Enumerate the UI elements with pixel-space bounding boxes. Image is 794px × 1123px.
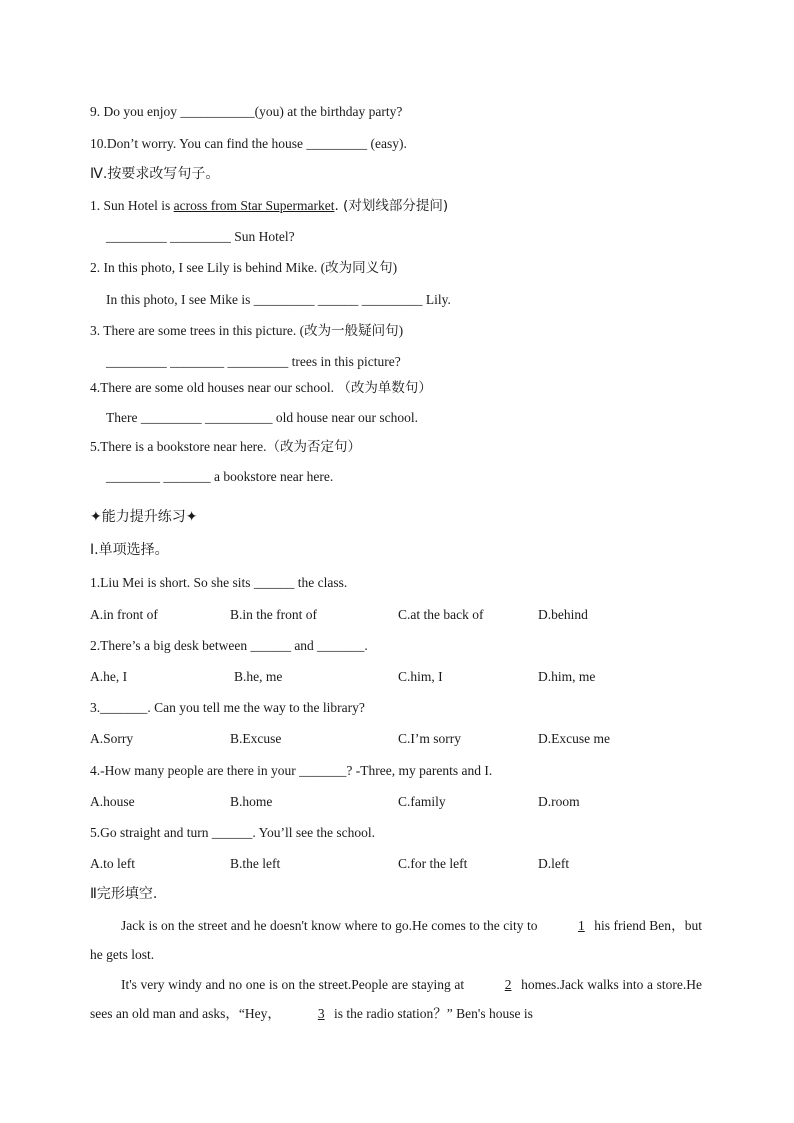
- ability-section-heading: ✦能力提升练习✦: [90, 509, 198, 525]
- choice-3-option-b: B.Excuse: [230, 731, 282, 746]
- rewrite-question-2: 2. In this photo, I see Lily is behind Mike. (改为同义句): [90, 260, 398, 275]
- choice-2-option-b: B.he, me: [234, 669, 283, 684]
- choice-3-option-d: D.Excuse me: [538, 731, 610, 746]
- instruction: . (对划线部分提问): [334, 198, 449, 214]
- choice-1-option-c: C.at the back of: [398, 607, 484, 622]
- underlined-phrase: across from Star Supermarket: [173, 198, 335, 213]
- rewrite-answer-4: There _________ __________ old house near our school.: [106, 410, 418, 425]
- rewrite-answer-2: In this photo, I see Mike is _________ ______ _________ Lily.: [106, 292, 451, 307]
- rewrite-answer-1: _________ _________ Sun Hotel?: [106, 229, 295, 244]
- choice-question-1: 1.Liu Mei is short. So she sits ______ the class.: [90, 575, 348, 590]
- choice-question-3: 3._______. Can you tell me the way to the library?: [90, 700, 365, 715]
- choice-question-2: 2.There’s a big desk between ______ and _______.: [90, 638, 368, 653]
- rewrite-answer-5: ________ _______ a bookstore near here.: [106, 469, 334, 484]
- choice-4-option-a: A.house: [90, 794, 135, 809]
- question-9: 9. Do you enjoy ___________(you) at the birthday party?: [90, 104, 403, 119]
- rewrite-answer-3: _________ ________ _________ trees in this picture?: [106, 354, 401, 369]
- choice-4-option-c: C.family: [398, 794, 446, 809]
- cloze-paragraph-2: [90, 970, 702, 1028]
- choice-1-option-d: D.behind: [538, 607, 588, 622]
- choice-1-option-a: A.in front of: [90, 607, 158, 622]
- rewrite-question-5: 5.There is a bookstore near here.（改为否定句）: [90, 439, 362, 454]
- cloze-text: homes.Jack walks into a store.He sees an old man and asks，“Hey，: [90, 977, 702, 1021]
- choice-1-option-b: B.in the front of: [230, 607, 317, 622]
- rewrite-question-1: [90, 197, 448, 215]
- cloze-blank-1: 1: [578, 918, 585, 933]
- choice-4-option-d: D.room: [538, 794, 580, 809]
- choice-5-option-d: D.left: [538, 856, 570, 871]
- rewrite-question-4: 4.There are some old houses near our school. （改为单数句）: [90, 380, 432, 395]
- cloze-text: is the radio station？” Ben's house is: [330, 1006, 533, 1021]
- cloze-paragraph-1: [90, 911, 702, 969]
- choice-question-5: 5.Go straight and turn ______. You’ll see the school.: [90, 825, 375, 840]
- choice-5-option-a: A.to left: [90, 856, 135, 871]
- question-text: 1. Sun Hotel is: [90, 198, 174, 213]
- choice-2-option-d: D.him, me: [538, 669, 596, 684]
- cloze-text: his friend Ben，but he gets lost.: [90, 918, 702, 962]
- cloze-blank-2: 2: [504, 977, 512, 992]
- choice-4-option-b: B.home: [230, 794, 273, 809]
- cloze-heading: Ⅱ完形填空.: [90, 886, 158, 902]
- choice-2-option-c: C.him, I: [398, 669, 443, 684]
- cloze-text: Jack is on the street and he doesn't know where to go.He comes to the city to: [121, 918, 541, 933]
- single-choice-heading: Ⅰ.单项选择。: [90, 542, 169, 558]
- question-10: 10.Don’t worry. You can find the house _________ (easy).: [90, 136, 407, 151]
- choice-5-option-c: C.for the left: [398, 856, 468, 871]
- choice-3-option-c: C.I’m sorry: [398, 731, 461, 746]
- choice-2-option-a: A.he, I: [90, 669, 128, 684]
- choice-question-4: 4.-How many people are there in your _______? -Three, my parents and I.: [90, 763, 493, 778]
- rewrite-question-3: 3. There are some trees in this picture. (改为一般疑问句): [90, 323, 404, 338]
- choice-5-option-b: B.the left: [230, 856, 281, 871]
- cloze-text: It's very windy and no one is on the street.People are staying at: [121, 977, 468, 992]
- section-iv-heading: Ⅳ.按要求改写句子。: [90, 166, 220, 182]
- cloze-blank-3: 3: [317, 1006, 325, 1021]
- choice-3-option-a: A.Sorry: [90, 731, 134, 746]
